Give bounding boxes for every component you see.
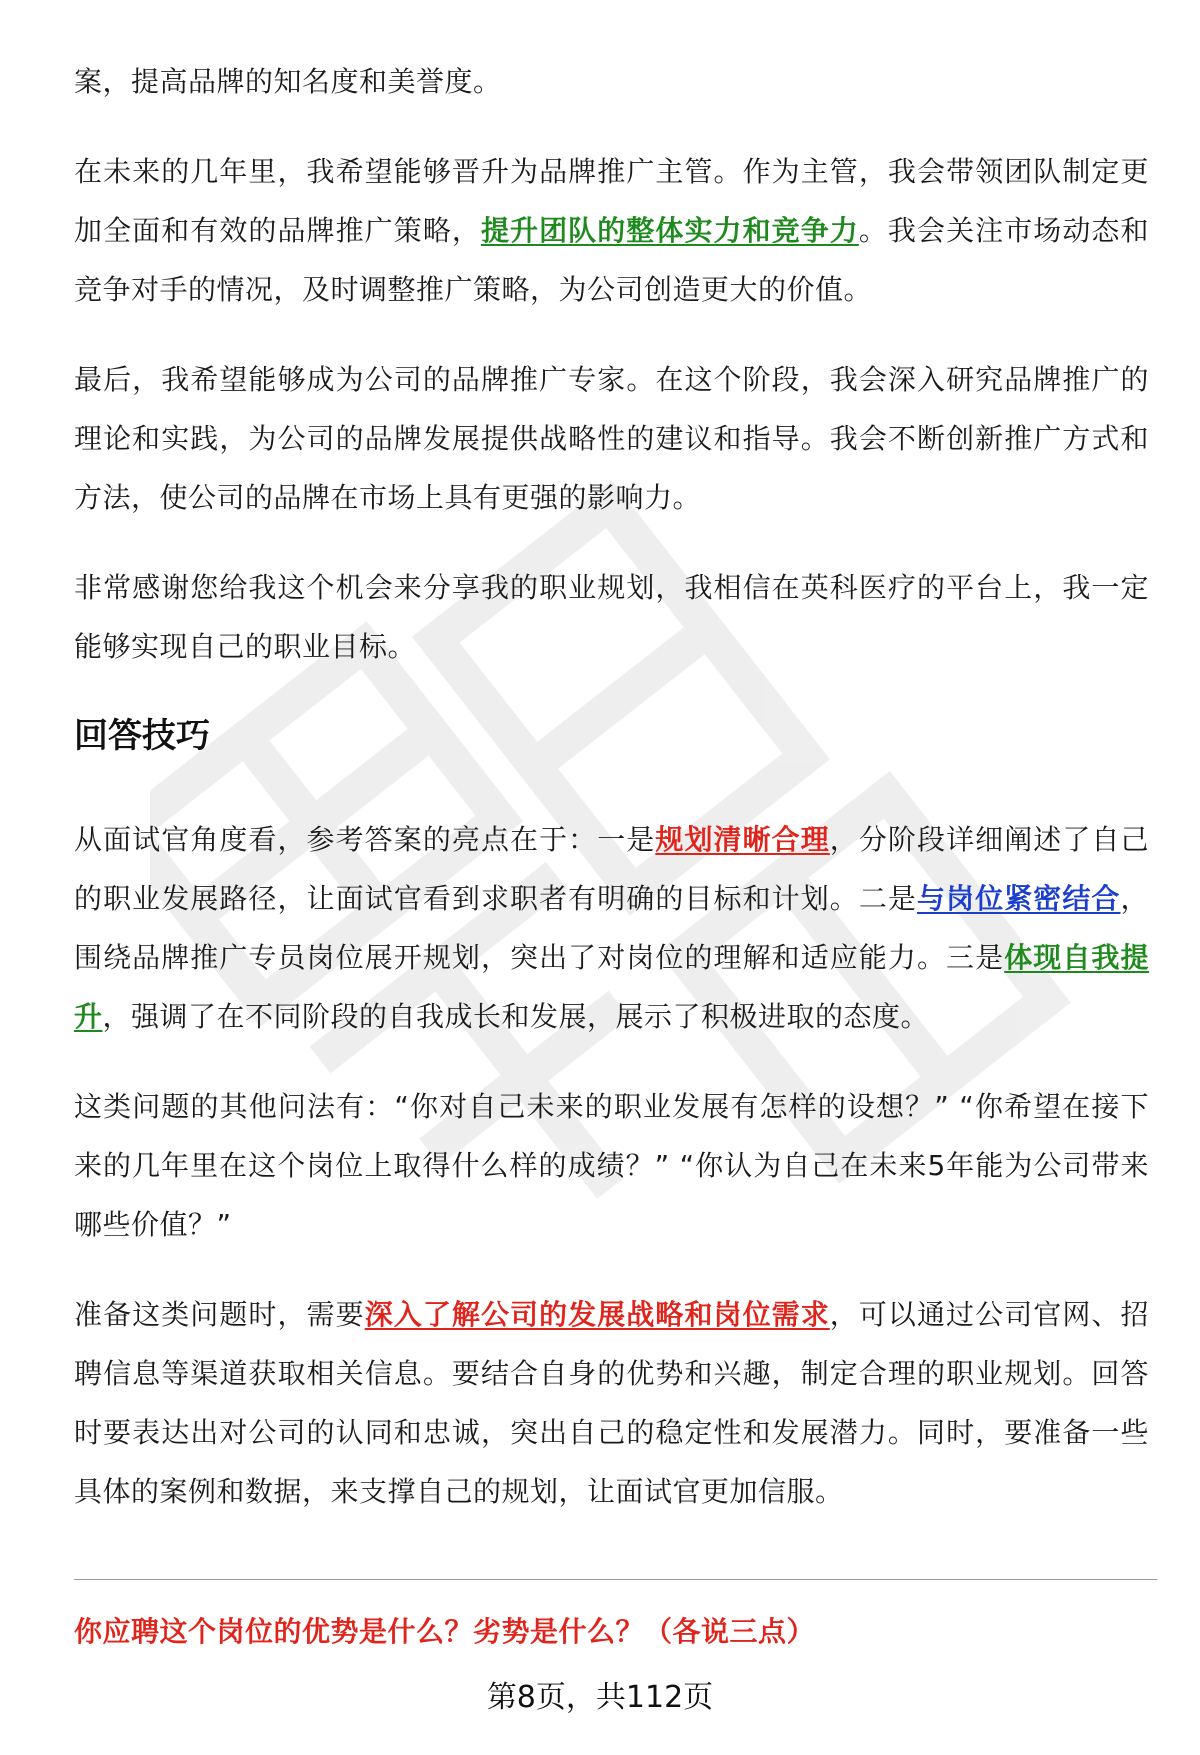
paragraph-text: 准备这类问题时，需要	[74, 1298, 365, 1331]
section-title: 回答技巧	[74, 716, 210, 756]
divider	[74, 1579, 1157, 1580]
highlight-team-strength: 提升团队的整体实力和竞争力	[480, 214, 859, 247]
paragraph-text: ，围绕品牌推广专员岗位展开规划，突出了对岗位的理解和适应能力。三是	[74, 882, 1149, 974]
paragraph-text: ，可以通过公司官网、招聘信息等渠道获取相关信息。要结合自身的优势和兴趣，制定合理的职业规划。回答时要表达出对公司的认同和忠诚，突出自己的稳定性和发展潜力。同时，要准备一些具体的案例和数据，来支撑自己的规划，让面试官更加信服。	[74, 1298, 1149, 1508]
highlight-job-fit: 与岗位紧密结合	[916, 882, 1121, 915]
paragraph-supervisor-goal	[74, 142, 1149, 319]
paragraph-intro-end	[74, 52, 1149, 111]
paragraph-text: 非常感谢您给我这个机会来分享我的职业规划，我相信在英科医疗的平台上，我一定能够实现自己的职业目标。	[74, 571, 1149, 663]
paragraph-text: 。我会关注市场动态和竞争对手的情况，及时调整推广策略，为公司创造更大的价值。	[74, 214, 1149, 306]
document-page	[74, 52, 1149, 1552]
page-number: 第8页，共112页	[486, 1680, 714, 1715]
paragraph-text: 在未来的几年里，我希望能够晋升为品牌推广主管。作为主管，我会带领团队制定更加全面和有效的品牌推广策略，	[74, 155, 1149, 247]
paragraph-text: 从面试官角度看，参考答案的亮点在于：一是	[74, 823, 656, 856]
paragraph-text: 案，提高品牌的知名度和美誉度。	[74, 65, 502, 98]
paragraph-text: 这类问题的其他问法有：“你对自己未来的职业发展有怎样的设想？” “你希望在接下来的几年里在这个岗位上取得什么样的成绩？” “你认为自己在未来5年能为公司带来哪些价值？”	[74, 1090, 1149, 1241]
highlight-clear-plan: 规划清晰合理	[655, 823, 830, 856]
paragraph-expert-goal	[74, 350, 1149, 527]
highlight-self-improvement: 体现自我提升	[74, 941, 1149, 1033]
paragraph-text: ，强调了在不同阶段的自我成长和发展，展示了积极进取的态度。	[102, 1000, 930, 1033]
paragraph-preparation	[74, 1285, 1149, 1521]
paragraph-tips	[74, 810, 1149, 1046]
paragraph-other-questions	[74, 1077, 1149, 1254]
highlight-company-strategy: 深入了解公司的发展战略和岗位需求	[364, 1298, 830, 1331]
paragraph-text: ，分阶段详细阐述了自己的职业发展路径，让面试官看到求职者有明确的目标和计划。二是	[74, 823, 1149, 915]
next-question-title: 你应聘这个岗位的优势是什么？劣势是什么？（各说三点）	[74, 1615, 816, 1648]
paragraph-thanks	[74, 558, 1149, 676]
paragraph-text: 最后，我希望能够成为公司的品牌推广专家。在这个阶段，我会深入研究品牌推广的理论和实践，为公司的品牌发展提供战略性的建议和指导。我会不断创新推广方式和方法，使公司的品牌在市场上具有更强的影响力。	[74, 363, 1149, 514]
